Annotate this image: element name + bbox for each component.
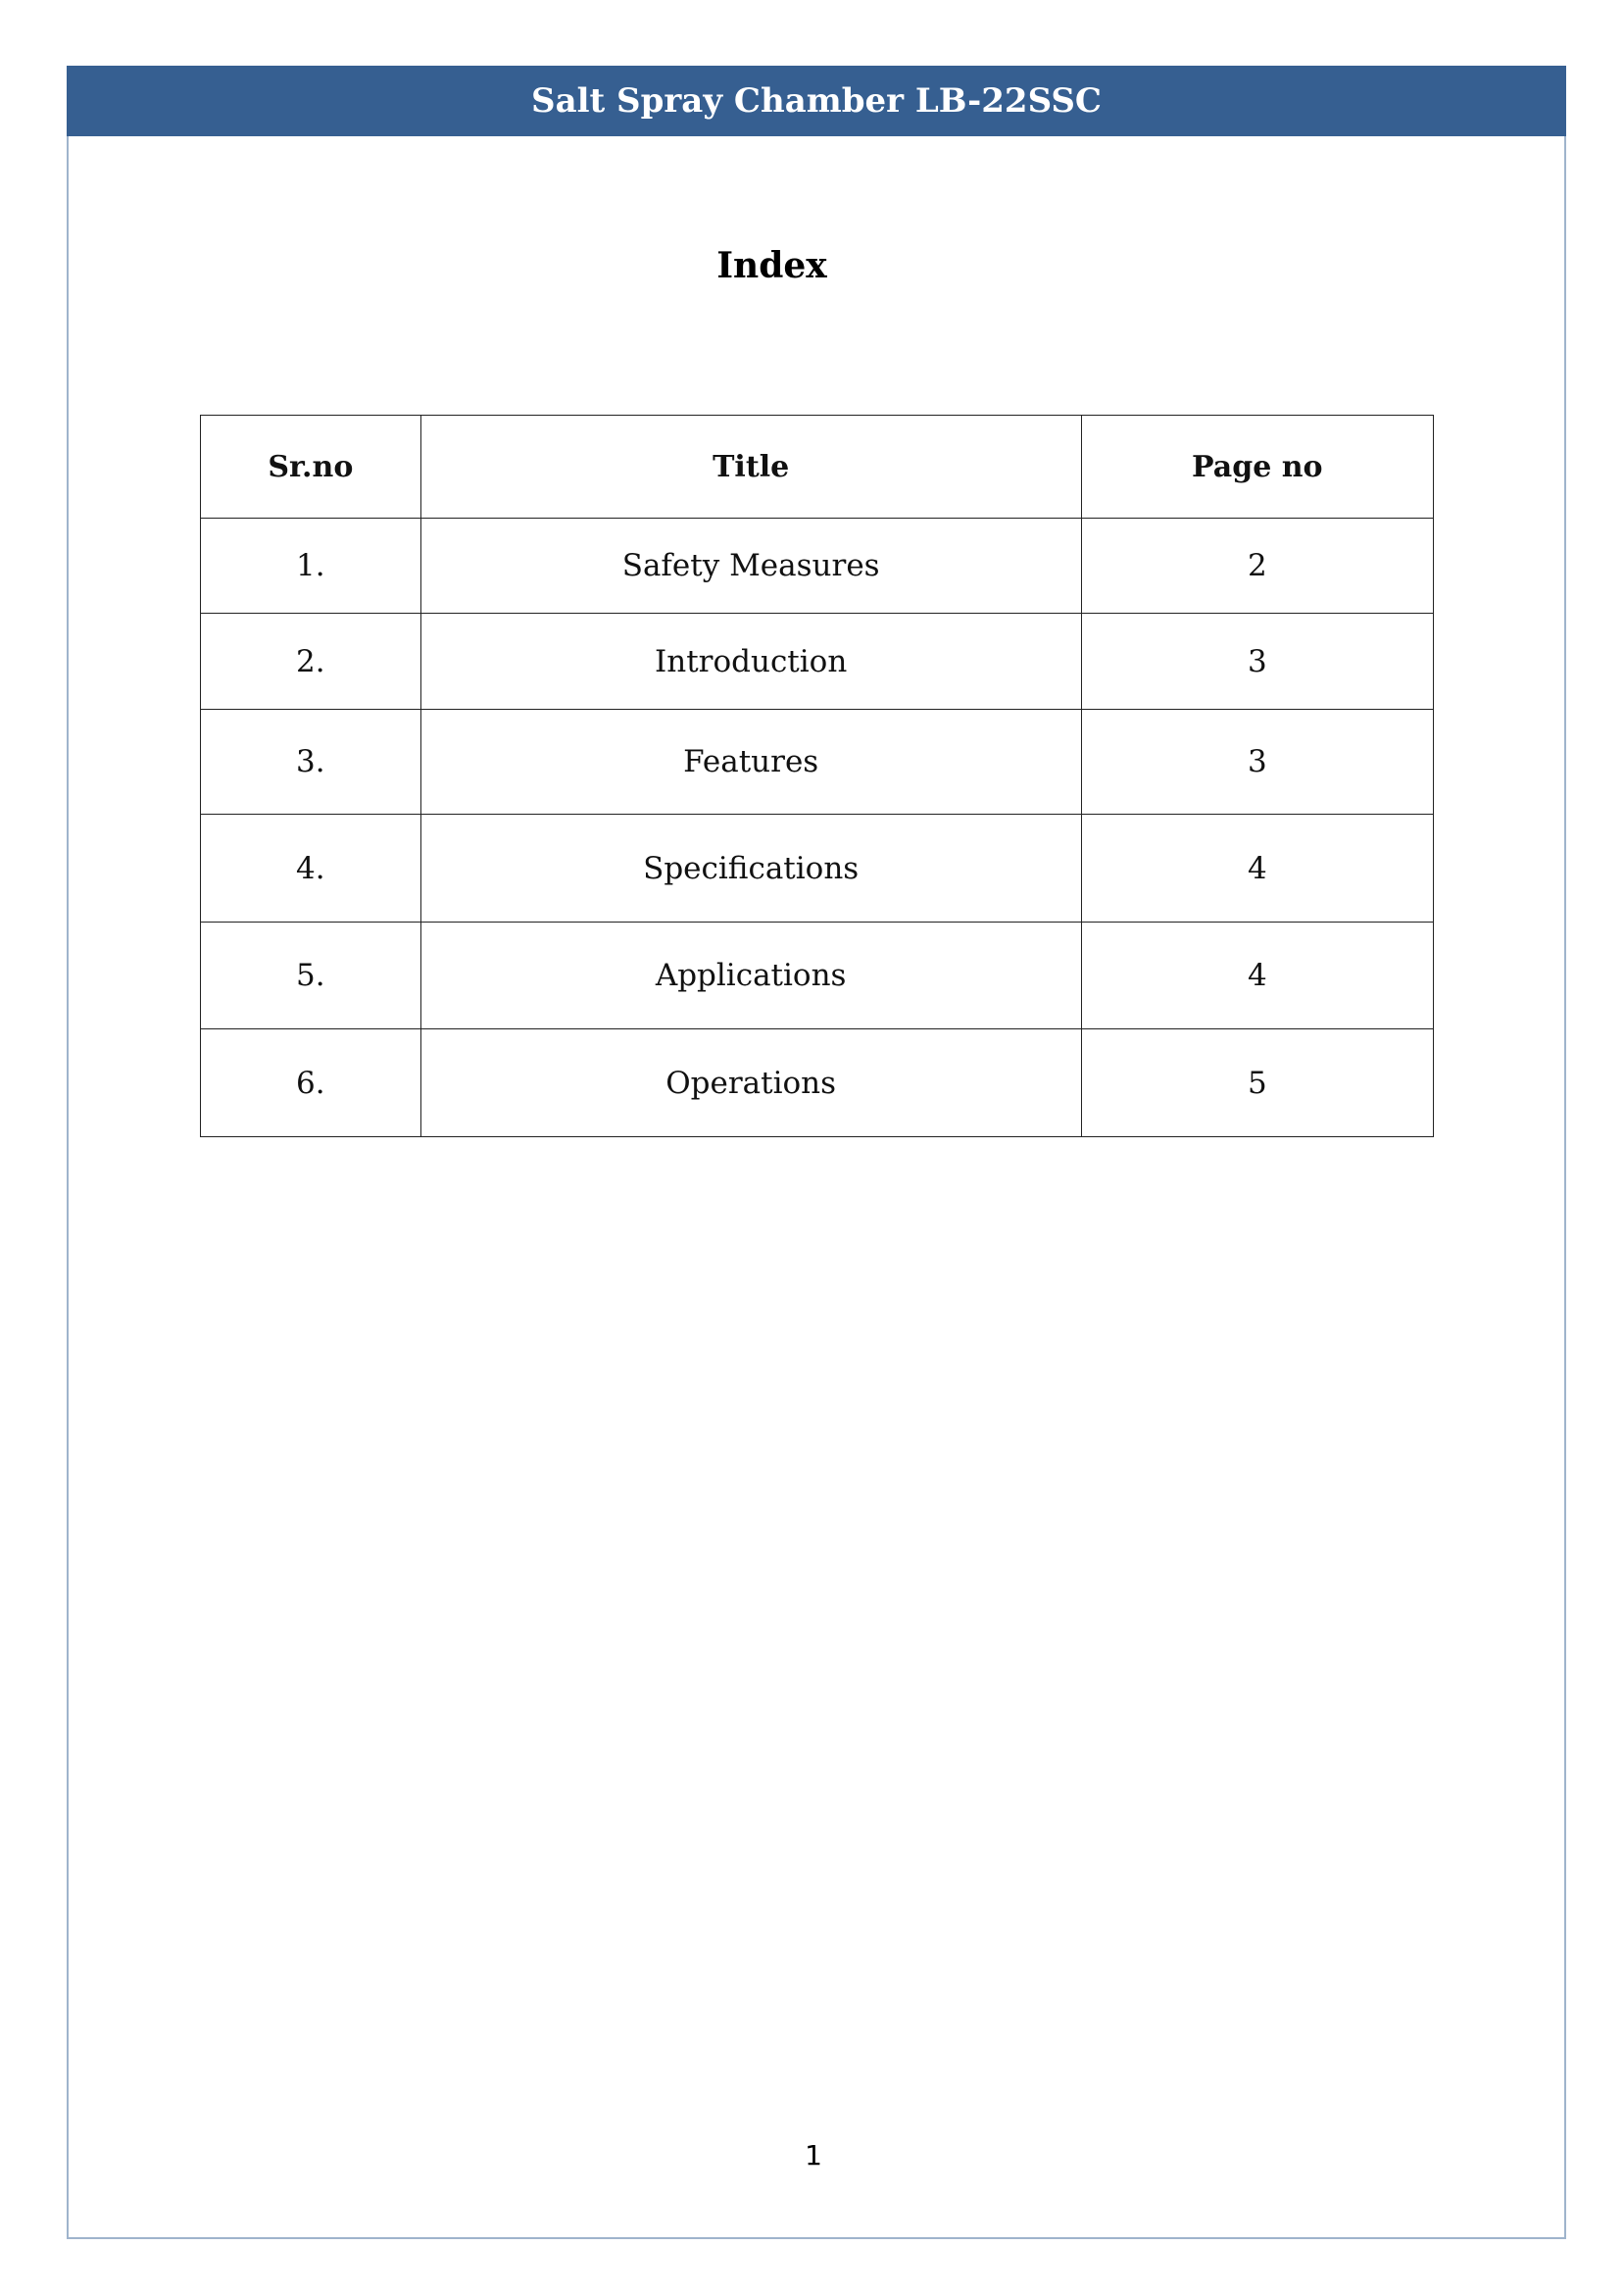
row-page-no: 3 — [1081, 614, 1433, 710]
row-page-no: 2 — [1081, 519, 1433, 614]
table-header-row — [201, 416, 1434, 519]
table-row — [201, 923, 1434, 1029]
document-header — [67, 66, 1566, 136]
index-table — [200, 415, 1434, 1137]
row-sr-no: 2. — [201, 614, 421, 710]
row-title: Features — [420, 710, 1081, 815]
page-border — [67, 66, 1566, 2239]
row-sr-no: 5. — [201, 923, 421, 1029]
row-page-no: 4 — [1081, 923, 1433, 1029]
row-title: Safety Measures — [420, 519, 1081, 614]
row-title: Applications — [420, 923, 1081, 1029]
row-sr-no: 6. — [201, 1029, 421, 1137]
page-number: 1 — [805, 2139, 822, 2171]
row-page-no: 3 — [1081, 710, 1433, 815]
row-page-no: 4 — [1081, 815, 1433, 923]
table-row — [201, 815, 1434, 923]
table-row — [201, 519, 1434, 614]
header-title: Salt Spray Chamber LB-22SSC — [531, 81, 1102, 121]
table-row — [201, 710, 1434, 815]
row-title: Operations — [420, 1029, 1081, 1137]
column-header-page-no: Page no — [1081, 416, 1433, 519]
page-title: Index — [716, 245, 827, 286]
column-header-title: Title — [420, 416, 1081, 519]
row-title: Specifications — [420, 815, 1081, 923]
table-row — [201, 1029, 1434, 1137]
row-page-no: 5 — [1081, 1029, 1433, 1137]
row-title: Introduction — [420, 614, 1081, 710]
row-sr-no: 3. — [201, 710, 421, 815]
table-row — [201, 614, 1434, 710]
column-header-sr-no: Sr.no — [201, 416, 421, 519]
row-sr-no: 1. — [201, 519, 421, 614]
row-sr-no: 4. — [201, 815, 421, 923]
